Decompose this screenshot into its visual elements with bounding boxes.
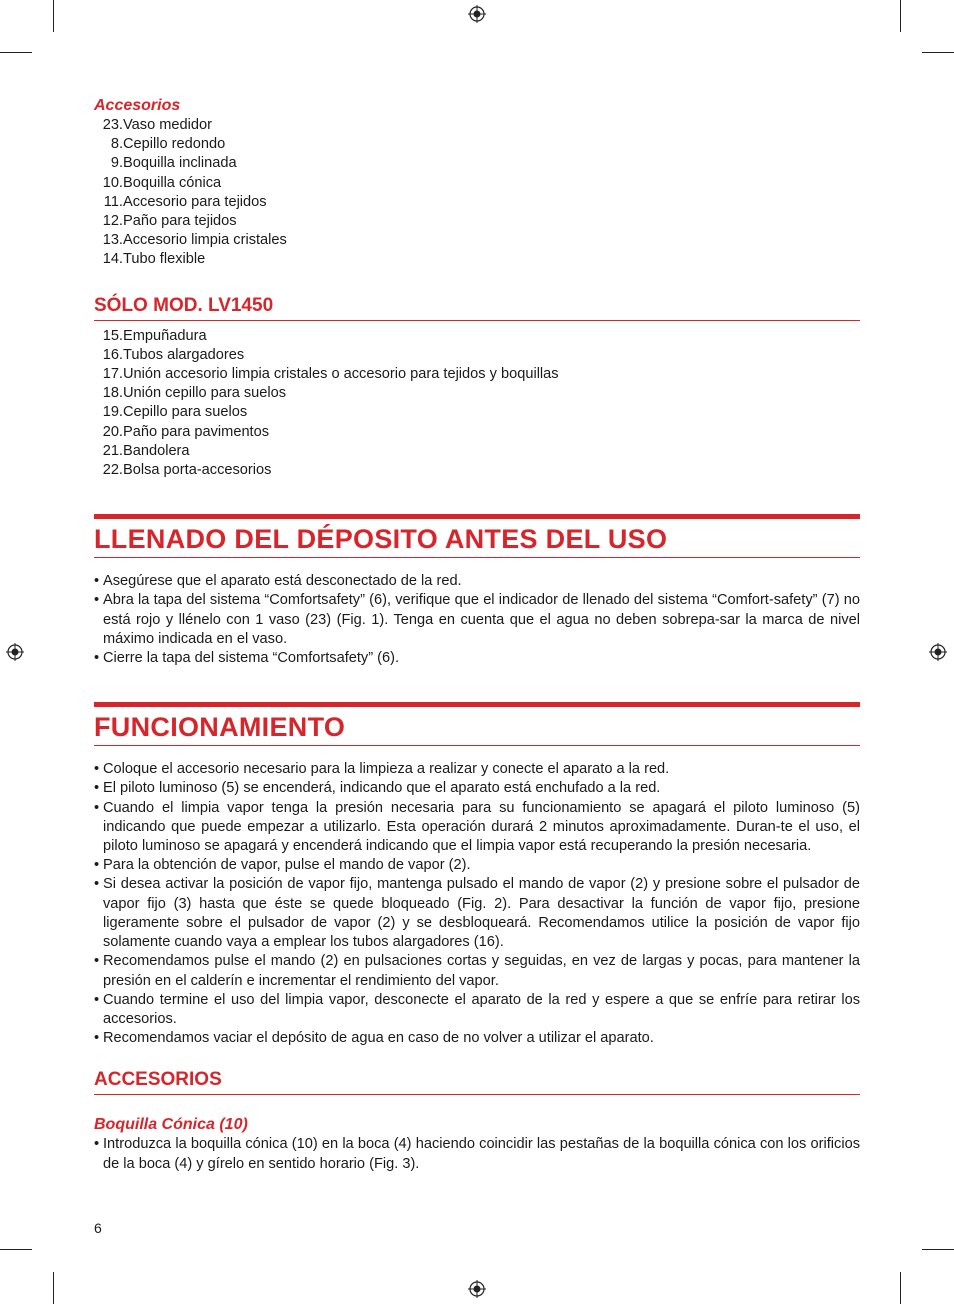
item-text: Paño para pavimentos [123,423,270,440]
registration-mark-icon [929,643,947,661]
item-text: Tubo flexible [123,251,206,268]
boquilla-bullets [94,1135,860,1173]
bullet-item: • Coloque el accesorio necesario para la limpieza a realizar y conecte el aparato a la red. [94,760,860,779]
boquilla-subheading: Boquilla Cónica (10) [94,1116,248,1134]
bullet-item: • Introduzca la boquilla cónica (10) en la boca (4) haciendo coincidir las pestañas de la boquilla cónica con los orificios de la boca (4) y gírelo en sentido horario (Fig. 3). [94,1135,860,1173]
accesorios-heading: ACCESORIOS [94,1068,860,1095]
item-number: 14. [102,251,123,268]
list-item [94,461,860,480]
item-number: 18. [102,385,123,402]
item-number: 11. [103,193,123,210]
bullet-item: • Abra la tapa del sistema “Comfortsafety” (6), verifique que el indicador de llenado del sistema “Comfort-safety” (7) no está rojo y llénelo con 1 vaso (23) (Fig. 1). Tenga en cuenta que el agua no deben sobrepa-sar la marca de nivel máximo indicada en el vaso. [94,591,860,649]
crop-mark [900,0,901,32]
accesorios-subheading: Accesorios [94,97,181,114]
list-item [94,250,860,269]
item-text: Cepillo redondo [123,136,226,153]
bullet-item: • Asegúrese que el aparato está desconectado de la red. [94,572,860,591]
list-item [94,116,860,135]
list-item [94,384,860,403]
crop-mark [900,1272,901,1304]
bullet-item: • El piloto luminoso (5) se encenderá, indicando que el aparato está enchufado a la red. [94,779,860,798]
item-text: Unión cepillo para suelos [123,385,287,402]
list-item [94,135,860,154]
list-item [94,327,860,346]
list-item [94,365,860,384]
item-text: Accesorio limpia cristales [123,232,287,249]
list-item [94,346,860,365]
item-number: 19. [102,404,123,421]
item-text: Cepillo para suelos [123,404,248,421]
item-text: Bolsa porta-accesorios [123,462,272,479]
list-item [94,423,860,442]
item-text: Unión accesorio limpia cristales o accesorio para tejidos y boquillas [123,366,559,383]
item-text: Boquilla inclinada [123,155,237,172]
item-text: Bandolera [123,442,190,459]
list-item [94,212,860,231]
item-number: 10. [102,174,123,191]
registration-mark-icon [6,643,24,661]
item-text: Paño para tejidos [123,213,237,230]
page-number: 6 [94,1220,102,1236]
item-number: 16. [102,346,123,363]
crop-mark [53,1272,54,1304]
registration-mark-icon [468,1280,486,1298]
funcionamiento-heading: FUNCIONAMIENTO [94,702,860,746]
item-number: 23. [102,117,123,133]
list-item [94,442,860,461]
bullet-item: • Recomendamos pulse el mando (2) en pulsaciones cortas y seguidas, en vez de largas y pocas, para mantener la presión en el calderín e incrementar el rendimiento del vapor. [94,952,860,990]
crop-mark [922,52,954,53]
bullet-item: • Cuando termine el uso del limpia vapor, desconecte el aparato de la red y espere a que se enfríe para retirar los accesorios. [94,991,860,1029]
llenado-bullets [94,572,860,668]
bullet-item: • Cierre la tapa del sistema “Comfortsafety” (6). [94,649,860,668]
list-item [94,231,860,250]
list-item [94,154,860,173]
bullet-item: • Para la obtención de vapor, pulse el mando de vapor (2). [94,856,860,875]
item-number: 12. [102,213,123,230]
crop-mark [53,0,54,32]
item-number: 22. [102,462,123,479]
list-item [94,174,860,193]
item-text: Empuñadura [123,327,207,344]
item-number: 21. [102,442,123,459]
item-number: 20. [102,423,123,440]
crop-mark [0,1249,32,1250]
accesorios-list [94,116,860,270]
item-number: 13. [102,232,123,249]
item-number: 8. [110,136,123,153]
item-text: Boquilla cónica [123,174,222,191]
item-text: Accesorio para tejidos [123,193,267,210]
registration-mark-icon [468,5,486,23]
crop-mark [0,52,32,53]
item-text: Tubos alargadores [123,346,245,363]
bullet-item: • Recomendamos vaciar el depósito de agua en caso de no volver a utilizar el aparato. [94,1029,860,1048]
item-number: 17. [102,366,123,383]
solo-mod-heading: SÓLO MOD. LV1450 [94,294,860,321]
list-item [94,403,860,422]
solo-mod-list [94,327,860,481]
funcionamiento-bullets [94,760,860,1048]
llenado-heading: LLENADO DEL DÉPOSITO ANTES DEL USO [94,514,860,558]
crop-mark [922,1249,954,1250]
item-number: 15. [102,327,123,344]
bullet-item: • Si desea activar la posición de vapor fijo, mantenga pulsado el mando de vapor (2) y presione sobre el pulsador de vapor fijo (3) hasta que éste se quede bloqueado (Fig. 2). Para desactivar la función de vapor fijo, presione ligeramente sobre el pulsador de vapor (2) y se desbloqueará. Recomendamos utilice la posición de vapor fijo solamente cuando vaya a emplear los tubos alargadores (16). [94,875,860,952]
item-number: 9. [110,155,123,172]
page-content [94,96,860,1174]
bullet-item: • Cuando el limpia vapor tenga la presión necesaria para su funcionamiento se apagará el piloto luminoso (5) indicando que puede empezar a utilizarlo. Esta operación durará 2 minutos aproximadamente. Duran-te el uso, el piloto luminoso se apagará y encenderá indicando que el limpia vapor está recuperando la presión necesaria. [94,799,860,857]
item-text: Vaso medidor [123,117,212,133]
list-item [94,193,860,212]
